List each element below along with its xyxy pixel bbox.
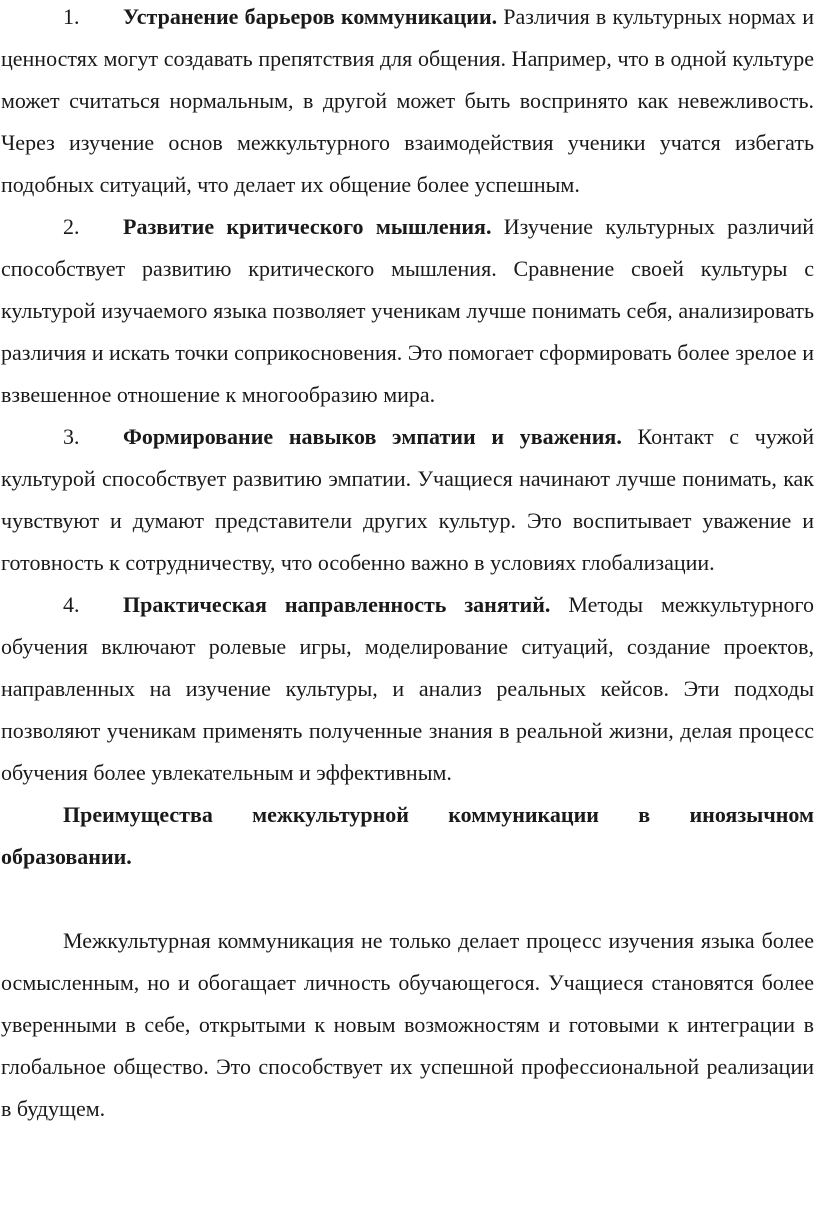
list-item-number: 2. [63,214,80,239]
closing-paragraph-text: Межкультурная коммуникация не только делает процесс изучения языка более осмысленным, но и обогащает личность обучающегося. Учащиеся становятся более уверенными в себе, открытыми к новым возможностям и готовыми к интеграции в глобальное общество. Это способствует их успешной профессиональной реализации в будущем. [1,928,814,1121]
list-item-4 [1,584,814,794]
list-item-number: 3. [63,424,80,449]
list-item-text: Изучение культурных различий способствует развитию критического мышления. Сравнение своей культуры с культурой изучаемого языка позволяет ученикам лучше понимать себя, анализировать различия и искать точки соприкосновения. Это помогает сформировать более зрелое и взвешенное отношение к многообразию мира. [1,214,814,407]
section-heading [1,794,814,920]
list-item-lead: Устранение барьеров коммуникации. [123,4,498,29]
list-item-1 [1,0,814,206]
list-item-lead: Развитие критического мышления. [123,214,492,239]
list-item-text: Контакт с чужой культурой способствует развитию эмпатии. Учащиеся начинают лучше понимать, как чувствуют и думают представители других культур. Это воспитывает уважение и готовность к сотрудничеству, что особенно важно в условиях глобализации. [1,424,814,575]
list-item-lead: Формирование навыков эмпатии и уважения. [123,424,622,449]
list-item-text: Различия в культурных нормах и ценностях могут создавать препятствия для общения. Например, что в одной культуре может считаться нормальным, в другой может быть воспринято как невежливость. Через изучение основ межкультурного взаимодействия ученики учатся избегать подобных ситуаций, что делает их общение более успешным. [1,4,815,197]
list-item-3 [1,416,814,584]
list-item-2 [1,206,814,416]
list-item-number: 4. [63,592,80,617]
section-heading-text: Преимущества межкультурной коммуникации в иноязычном образовании. [1,802,814,869]
list-item-text: Методы межкультурного обучения включают ролевые игры, моделирование ситуаций, создание проектов, направленных на изучение культуры, и анализ реальных кейсов. Эти подходы позволяют ученикам применять полученные знания в реальной жизни, делая процесс обучения более увлекательным и эффективным. [1,592,814,785]
list-item-lead: Практическая направленность занятий. [123,592,551,617]
list-item-number: 1. [63,4,80,29]
closing-paragraph [1,920,814,1130]
